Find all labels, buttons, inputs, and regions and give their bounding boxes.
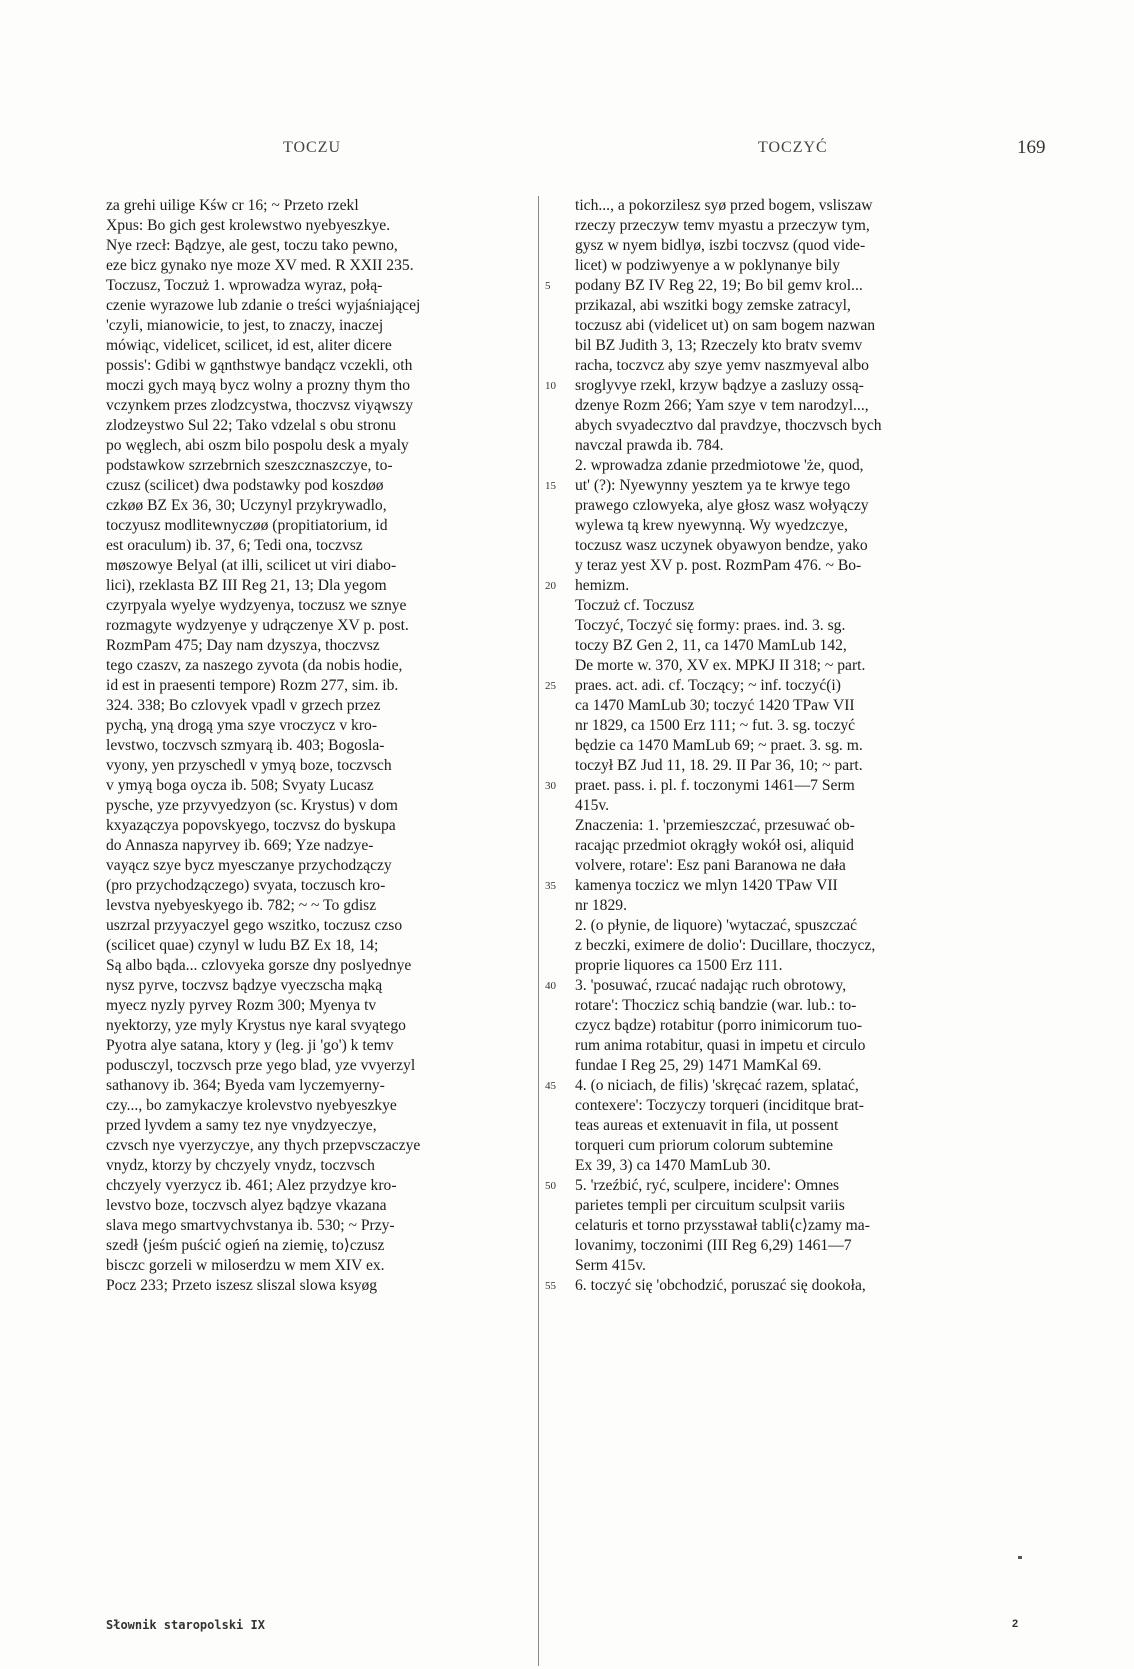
text-line: Pyotra alye satana, ktory y (leg. ji 'go') k temv <box>106 1037 394 1054</box>
text-line: praet. pass. i. pl. f. toczonymi 1461—7 Serm <box>575 777 855 794</box>
text-line: czy..., bo zamykaczye krolevstvo nyebyeszkye <box>106 1097 397 1114</box>
text-line: do Annasza napyrvey ib. 669; Yze nadzye- <box>106 837 374 854</box>
text-line: vczynkem przes zlodzcystwa, thoczvsz viyąwszy <box>106 397 413 414</box>
text-line: przikazal, abi wszitki bogy zemske zatracyl, <box>575 297 851 314</box>
text-line: po węglech, abi oszm bilo pospolu desk a myaly <box>106 437 409 454</box>
text-line: rozmagyte wydzyenye y udrączenye XV p. post. <box>106 617 409 634</box>
text-line: v ymyą boga oycza ib. 508; Svyaty Lucasz <box>106 777 374 794</box>
line-number: 25 <box>545 680 556 692</box>
text-line: fundae I Reg 25, 29) 1471 MamKal 69. <box>575 1057 822 1074</box>
line-number: 55 <box>545 1280 556 1292</box>
text-line: toczył BZ Jud 11, 18. 29. II Par 36, 10; ~ part. <box>575 757 863 774</box>
text-line: podstawkow szrzebrnich szeszcznaszczye, to- <box>106 457 393 474</box>
text-line: będzie ca 1470 MamLub 69; ~ praet. 3. sg. m. <box>575 737 863 754</box>
text-line: 'czyli, mianowicie, to jest, to znaczy, inaczej <box>106 317 384 334</box>
text-line: 2. wprowadza zdanie przedmiotowe 'że, quod, <box>575 457 864 474</box>
text-line: nr 1829. <box>575 897 627 914</box>
text-line: tich..., a pokorzilesz syø przed bogem, vsliszaw <box>575 197 873 214</box>
footer-sheet-number: 2 <box>1012 1618 1019 1630</box>
text-line: praes. act. adi. cf. Toczący; ~ inf. toczyć(i) <box>575 677 841 694</box>
text-line: 415v. <box>575 797 610 814</box>
text-line: toczy BZ Gen 2, 11, ca 1470 MamLub 142, <box>575 637 847 654</box>
text-line: torqueri cum priorum colorum subtemine <box>575 1137 834 1154</box>
text-line: kxyazączya popovskyego, toczvsz do byskupa <box>106 817 396 834</box>
footer-signature: Słownik staropolski IX <box>106 1618 265 1632</box>
text-line: volvere, rotare': Esz pani Baranowa ne dała <box>575 857 846 874</box>
text-line: møszowye Belyal (at illi, scilicet ut viri diabo- <box>106 557 397 574</box>
text-line: navczal prawda ib. 784. <box>575 437 724 454</box>
text-line: dzenye Rozm 266; Yam szye v tem narodzyl..., <box>575 397 869 414</box>
text-line: nyektorzy, yze myly Krystus nye karal svyątego <box>106 1017 406 1034</box>
text-line: sroglyvye rzekl, krzyw bądzye a zasluzy ossą- <box>575 377 864 394</box>
line-number: 30 <box>545 780 556 792</box>
text-line: De morte w. 370, XV ex. MPKJ II 318; ~ part. <box>575 657 866 674</box>
text-line: celaturis et torno przysstawał tabli⟨c⟩zamy ma- <box>575 1217 870 1234</box>
page-number: 169 <box>1017 137 1046 158</box>
text-line: przed lyvdem a samy tez nye vnydzyeczye, <box>106 1117 377 1134</box>
text-line: ca 1470 MamLub 30; toczyć 1420 TPaw VII <box>575 697 855 714</box>
text-line: licet) w podziwyenye a w poklynanye bily <box>575 257 841 274</box>
left-text-column <box>106 196 523 1296</box>
text-line: vyony, yen przyschedl v ymyą boze, toczvsch <box>106 757 392 774</box>
text-line: nysz pyrve, toczvsz bądzye vyeczscha mąką <box>106 977 383 994</box>
text-line: uszrzal przyyaczyel gego wszitko, toczusz czso <box>106 917 403 934</box>
text-line: (pro przychodzączego) svyata, toczusch kro- <box>106 877 386 894</box>
text-line: possis': Gdibi w gąnthstwye bandącz vczekli, oth <box>106 357 413 374</box>
text-line: podany BZ IV Reg 22, 19; Bo bil gemv krol... <box>575 277 863 294</box>
text-line: toczusz wasz uczynek obyawyon bendze, yako <box>575 537 868 554</box>
text-line: czkøø BZ Ex 36, 30; Uczynyl przykrywadlo, <box>106 497 387 514</box>
text-line: 6. toczyć się 'obchodzić, poruszać się dookoła, <box>575 1277 866 1294</box>
text-line: Serm 415v. <box>575 1257 646 1274</box>
text-line: racha, toczvcz aby szye yemv naszmyeval albo <box>575 357 869 374</box>
text-line: szedł ⟨jeśm puścić ogień na ziemię, to⟩czusz <box>106 1237 385 1254</box>
text-line: slava mego smartvychvstanya ib. 530; ~ Przy- <box>106 1217 395 1234</box>
line-number: 10 <box>545 380 556 392</box>
text-line: levstwo, toczvsch szmyarą ib. 403; Bogosla- <box>106 737 385 754</box>
running-header-right: TOCZYĆ <box>758 139 828 156</box>
text-line: Ex 39, 3) ca 1470 MamLub 30. <box>575 1157 771 1174</box>
text-line: RozmPam 475; Day nam dzyszya, thoczvsz <box>106 637 380 654</box>
text-line: rzeczy przeczyw temv myastu a przeczyw tym, <box>575 217 870 234</box>
text-line: bil BZ Judith 3, 13; Rzeczely kto bratv svemv <box>575 337 863 354</box>
line-number: 45 <box>545 1080 556 1092</box>
text-line: Toczuż cf. Toczusz <box>575 597 695 614</box>
line-number: 15 <box>545 480 556 492</box>
text-line: vayącz szye bycz myesczanye przychodzączy <box>106 857 392 874</box>
text-line: mówiąc, videlicet, scilicet, id est, aliter dicere <box>106 337 392 354</box>
text-line: toczusz abi (videlicet ut) on sam bogem nazwan <box>575 317 876 334</box>
text-line: id est in praesenti tempore) Rozm 277, sim. ib. <box>106 677 399 694</box>
text-line: Nye rzecł: Bądzye, ale gest, toczu tako pewno, <box>106 237 398 254</box>
text-line: czvsch nye vyerzyczye, any thych przepvsczaczye <box>106 1137 421 1154</box>
line-number: 50 <box>545 1180 556 1192</box>
running-header-left: TOCZU <box>283 139 342 156</box>
line-number: 40 <box>545 980 556 992</box>
line-number: 20 <box>545 580 556 592</box>
right-text-column <box>575 196 992 1296</box>
text-line: pysche, yze przyvyedzyon (sc. Krystus) v dom <box>106 797 398 814</box>
text-line: y teraz yest XV p. post. RozmPam 476. ~ Bo- <box>575 557 862 574</box>
text-line: lici), rzeklasta BZ III Reg 21, 13; Dla yegom <box>106 577 387 594</box>
text-line: 4. (o niciach, de filis) 'skręcać razem, splatać, <box>575 1077 859 1094</box>
text-line: rum anima rotabitur, quasi in impetu et circulo <box>575 1037 866 1054</box>
text-line: ut' (?): Nyewynny yesztem ya te krwye tego <box>575 477 851 494</box>
text-line: racając przedmiot okrągły wokół osi, aliquid <box>575 837 854 854</box>
text-line: (scilicet quae) czynyl w ludu BZ Ex 18, 14; <box>106 937 379 954</box>
text-line: podusczyl, toczvsch prze yego blad, yze vvyerzyl <box>106 1057 416 1074</box>
text-line: Znaczenia: 1. 'przemieszczać, przesuwać ob- <box>575 817 855 834</box>
text-line: czycz bądze) rotabitur (porro inimicorum tuo- <box>575 1017 863 1034</box>
line-number: 35 <box>545 880 556 892</box>
text-line: est oraculum) ib. 37, 6; Tedi ona, toczvsz <box>106 537 363 554</box>
text-line: czusz (scilicet) dwa podstawky pod koszdøø <box>106 477 384 494</box>
text-line: levstva nyebyeskyego ib. 782; ~ ~ To gdisz <box>106 897 377 914</box>
print-speck <box>1018 1556 1022 1559</box>
text-line: tego czaszv, za naszego zyvota (da nobis hodie, <box>106 657 403 674</box>
text-line: nr 1829, ca 1500 Erz 111; ~ fut. 3. sg. toczyć <box>575 717 856 734</box>
text-line: czyrpyala wyelye wydzyenya, toczusz we sznye <box>106 597 407 614</box>
text-line: Xpus: Bo gich gest krolewstwo nyebyeszkye. <box>106 217 391 234</box>
text-line: teas aureas et extenuavit in fila, ut possent <box>575 1117 839 1134</box>
text-line: Toczyć, Toczyć się formy: praes. ind. 3. sg. <box>575 617 846 634</box>
column-divider <box>538 196 539 1666</box>
text-line: bisczc gorzeli w miloserdzu w mem XIV ex. <box>106 1257 385 1274</box>
text-line: chczyely vyerzycz ib. 461; Alez przydzye kro- <box>106 1177 397 1194</box>
line-number: 5 <box>545 280 551 292</box>
text-line: toczyusz modlitewnyczøø (propitiatorium, id <box>106 517 388 534</box>
text-line: 3. 'posuwać, rzucać nadając ruch obrotowy, <box>575 977 847 994</box>
text-line: hemizm. <box>575 577 630 594</box>
text-line: gysz w nyem bidlyø, iszbi toczvsz (quod vide- <box>575 237 866 254</box>
text-line: Pocz 233; Przeto iszesz sliszal slowa ksyøg <box>106 1277 378 1294</box>
text-line: pychą, yną drogą yma szye vroczycz v kro- <box>106 717 378 734</box>
text-line: 5. 'rzeźbić, ryć, sculpere, incidere': Omnes <box>575 1177 840 1194</box>
text-line: zlodzeystwo Sul 22; Tako vdzelal s obu stronu <box>106 417 397 434</box>
text-line: contexere': Toczyczy torqueri (inciditque brat- <box>575 1097 864 1114</box>
text-line: z beczki, eximere de dolio': Ducillare, thoczycz, <box>575 937 876 954</box>
text-line: za grehi uilige Kśw cr 16; ~ Przeto rzekl <box>106 197 359 214</box>
text-line: moczi gych mayą bycz wolny a prozny thym tho <box>106 377 410 394</box>
text-line: proprie liquores ca 1500 Erz 111. <box>575 957 783 974</box>
text-line: levstvo boze, toczvsch alyez bądzye vkazana <box>106 1197 387 1214</box>
text-line: prawego czlowyeka, alye głosz wasz wołyączy <box>575 497 869 514</box>
text-line: kamenya toczicz we mlyn 1420 TPaw VII <box>575 877 838 894</box>
text-line: sathanovy ib. 364; Byeda vam lyczemyerny- <box>106 1077 385 1094</box>
text-line: abych svyadecztvo dal pravdzye, thoczvsch bych <box>575 417 882 434</box>
text-line: czenie wyrazowe lub zdanie o treści wyjaśniającej <box>106 297 421 314</box>
text-line: eze bicz gynako nye moze XV med. R XXII 235. <box>106 257 414 274</box>
text-line: vnydz, ktorzy by chczyely vnydz, toczvsch <box>106 1157 375 1174</box>
text-line: Toczusz, Toczuż 1. wprowadza wyraz, połą- <box>106 277 383 294</box>
text-line: parietes templi per circuitum sculpsit variis <box>575 1197 845 1214</box>
text-line: myecz nyzly pyrvey Rozm 300; Myenya tv <box>106 997 377 1014</box>
text-line: 2. (o płynie, de liquore) 'wytaczać, spuszczać <box>575 917 858 934</box>
text-line: rotare': Thoczicz schią bandzie (war. lub.: to- <box>575 997 857 1014</box>
text-line: 324. 338; Bo czlovyek vpadl v grzech przez <box>106 697 381 714</box>
text-line: Są albo bąda... czlovyeka gorsze dny poslyednye <box>106 957 412 974</box>
text-line: wylewa tą krew nyewynną. Wy wyedzczye, <box>575 517 848 534</box>
text-line: lovanimy, toczonimi (III Reg 6,29) 1461—7 <box>575 1237 852 1254</box>
